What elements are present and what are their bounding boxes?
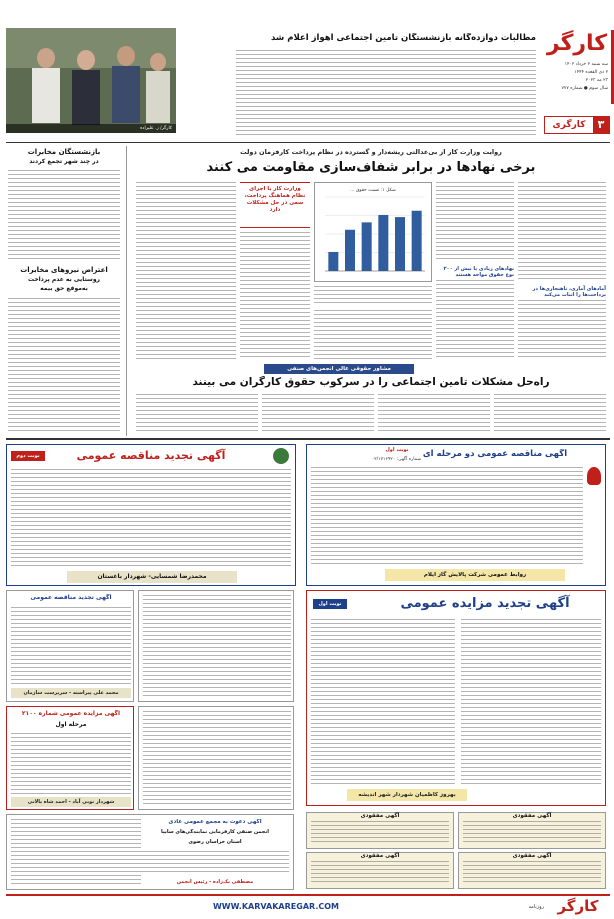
brief-2-headline: اعتراض نیروهای مخابرات bbox=[20, 266, 108, 274]
ad-auction-2100-round: مرحله اول bbox=[55, 721, 87, 728]
ad-water-tender-footer: محمد علی پیراسته - سرپرست سازمان bbox=[11, 688, 131, 698]
lead-chart-box bbox=[314, 182, 432, 282]
second-story-headline: راه‌حل مشکلات تامین اجتماعی را در سرکوب حقوق کارگران می بینند bbox=[192, 376, 550, 388]
page-number: ۳ bbox=[593, 117, 609, 133]
ad-auction-title: آگهی تجدید مزایده عمومی bbox=[400, 596, 570, 611]
ad-two-stage-logo-icon bbox=[587, 467, 601, 485]
footer-site[interactable]: WWW.KARVAKAREGAR.COM bbox=[212, 902, 339, 911]
lead-col-4 bbox=[136, 182, 236, 360]
lost-doc-4-title: آگهی مفقودی bbox=[360, 853, 400, 859]
lead-pull-quote bbox=[240, 182, 310, 228]
ad-renewal-tender-emblem-icon bbox=[273, 448, 289, 464]
lead-headline: برخی نهادها در برابر شفاف‌سازی مقاومت می کنند bbox=[206, 160, 536, 175]
brief-2-subhead: روستایی به عدم پرداخت bbox=[27, 276, 101, 283]
lead-col-2 bbox=[436, 182, 514, 262]
footer-bar bbox=[6, 894, 610, 916]
lead-col-5 bbox=[314, 310, 432, 360]
lost-doc-1-body bbox=[463, 821, 601, 843]
ad-auction-body-left bbox=[311, 619, 455, 785]
brief-1-subhead: در چند شهر تجمع کردند bbox=[29, 158, 99, 165]
ad-auction-2100-title: آگهی مزایده عمومی شماره ۲۱۰۰ bbox=[21, 710, 121, 717]
ad-renewal-tender-title: آگهی تجدید مناقصه عمومی bbox=[76, 449, 226, 462]
chart-bar-4 bbox=[378, 215, 388, 271]
ad-two-stage-tender bbox=[306, 444, 606, 586]
second-story-col-1 bbox=[494, 394, 606, 434]
lost-doc-2-body bbox=[311, 821, 449, 843]
top-story-headline: مطالبات دوازده‌گانه بازنشستگان تامین اجتماعی اهواز اعلام شد bbox=[271, 33, 536, 43]
ad-assembly-footer: مصطفی یک‌زاده - رئیس انجمن bbox=[176, 879, 254, 885]
brief-1-headline: بازنشستگان مخابرات bbox=[27, 148, 101, 156]
masthead-issue-column bbox=[544, 30, 610, 140]
chart-bar-2 bbox=[345, 230, 355, 271]
ad-two-stage-highlight: روابط عمومی شرکت پالایش گاز ایلام bbox=[385, 569, 565, 581]
ad-water-tender bbox=[6, 590, 134, 702]
chart-bar-6 bbox=[412, 211, 422, 271]
section-title: کارگری bbox=[552, 120, 586, 130]
issue-line-1: سه شنبه ۲ خرداد ۱۴۰۲ bbox=[564, 62, 608, 67]
ad-small-notices bbox=[138, 706, 294, 810]
chart-bar-1 bbox=[328, 252, 338, 271]
ad-water-tender-body bbox=[11, 607, 131, 685]
ad-two-stage-number: شماره آگهی: ۰۲/۱۷۱۶۹۲۰ bbox=[371, 457, 421, 462]
ad-renewal-tender bbox=[6, 444, 296, 586]
chart-caption-lines bbox=[314, 286, 432, 306]
top-story-body-text bbox=[236, 50, 536, 138]
lead-subhead-1: آمادهای آماری، ناهنجاری‌ها در پرداخت‌ها را اثبات می‌کند bbox=[532, 286, 606, 298]
ad-auction-body-right bbox=[461, 619, 601, 785]
lost-doc-1-title: آگهی مفقودی bbox=[512, 813, 552, 819]
ad-auction-2100-footer: شهردار نوبی آباد - احمد شاه یالانی bbox=[11, 797, 131, 807]
footer-logo: کارگر bbox=[557, 897, 599, 915]
lost-doc-1 bbox=[458, 812, 606, 849]
lead-kicker: روایت وزارت کار از بی‌عدالتی ریشه‌دار و گسترده در نظام پرداخت کارفرمان دولت bbox=[240, 148, 502, 156]
lead-subhead-2: نهادهای زیادی با بیش از ۲۰۰ نوع حقوق مواجه هستند bbox=[443, 266, 514, 278]
footer-slogan: روزنامه bbox=[528, 904, 544, 910]
second-story-col-4 bbox=[136, 394, 258, 434]
pull-quote-text: وزارت کار با اجرای نظام هماهنگ پرداخت، سعی در حل مشکلات دارد bbox=[244, 186, 306, 213]
ad-assembly-body-left bbox=[11, 819, 141, 887]
ad-auction-footer: بهروز کاظمیان شهردار شهر اندیشه bbox=[347, 789, 467, 801]
issue-line-2: ۲ ذی القعده ۱۴۴۴ bbox=[574, 70, 608, 75]
lost-doc-3-title: آگهی مفقودی bbox=[512, 853, 552, 859]
ad-two-stage-title: آگهی مناقصه عمومی دو مرحله ای bbox=[422, 449, 568, 459]
ad-small-notices-body bbox=[143, 711, 291, 807]
ad-renewal-auction bbox=[306, 590, 606, 806]
lost-doc-3 bbox=[458, 852, 606, 889]
left-column-divider bbox=[126, 146, 127, 436]
lead-chart-svg bbox=[315, 183, 431, 281]
ad-auction-2100 bbox=[6, 706, 134, 810]
ad-water-tender-title: آگهی تجدید مناقصه عمومی bbox=[30, 594, 112, 601]
second-story-label: مشاور حقوقی عالی انجمن‌های صنفی bbox=[264, 364, 414, 374]
lead-col-3 bbox=[240, 232, 310, 360]
lead-col-1 bbox=[518, 182, 606, 282]
divider-ads bbox=[6, 438, 610, 440]
ad-two-stage-body bbox=[311, 467, 583, 565]
masthead-logo: کارگر bbox=[546, 31, 608, 56]
lost-docs-column bbox=[306, 812, 606, 890]
ad-renewal-tender-round: نوبت دوم bbox=[11, 451, 45, 461]
ad-assembly-title-3: استان خراسان رضوی bbox=[188, 839, 242, 845]
ad-assembly-notice bbox=[6, 814, 294, 890]
chart-bar-3 bbox=[362, 222, 372, 271]
chart-bar-5 bbox=[395, 217, 405, 271]
lost-doc-2 bbox=[306, 812, 454, 849]
ad-renewal-tender-body bbox=[11, 469, 291, 567]
chart-title: شکل ۱: نسبت حقوق ... bbox=[350, 188, 396, 193]
ad-two-stage-round: نوبت اول bbox=[385, 447, 409, 453]
ad-assembly-title-2: انجمن صنفی کارفرمایی نمایندگی‌های سایپا bbox=[161, 829, 269, 835]
brief-2-body bbox=[8, 298, 120, 434]
brief-1-body bbox=[8, 170, 120, 260]
ad-auction-2100-body bbox=[11, 733, 131, 795]
lost-doc-3-body bbox=[463, 861, 601, 883]
top-story-photo bbox=[6, 28, 176, 133]
second-story-col-3 bbox=[262, 394, 374, 434]
lost-doc-4-body bbox=[311, 861, 449, 883]
divider-top bbox=[6, 142, 610, 143]
lost-doc-2-title: آگهی مفقودی bbox=[360, 813, 400, 819]
ad-middle-notices bbox=[138, 590, 294, 702]
page-section-box bbox=[544, 116, 610, 134]
ad-assembly-title-1: آگهی دعوت به مجمع عمومی عادی bbox=[168, 819, 262, 825]
issue-line-4: سال سوم ● شماره ۷۷۷ bbox=[561, 86, 608, 91]
lead-col-1b bbox=[518, 300, 606, 360]
photo-caption: کارگر/ ز. علیزاده bbox=[6, 124, 176, 133]
photo-retirees bbox=[6, 28, 176, 133]
brief-2-subhead-b: به‌موقع حق بیمه bbox=[40, 285, 88, 292]
ad-auction-round: نوبت اول bbox=[313, 599, 347, 609]
lead-col-2b bbox=[436, 280, 514, 360]
second-story-col-2 bbox=[378, 394, 490, 434]
ad-renewal-tender-footer: محمدرضا شمسایی- شهردار باغستان bbox=[67, 571, 237, 583]
ad-middle-notices-body bbox=[143, 595, 291, 699]
ad-assembly-body-right bbox=[141, 851, 289, 875]
issue-line-3: ۲۳ مه ۲۰۲۳ bbox=[585, 78, 608, 83]
lost-doc-4 bbox=[306, 852, 454, 889]
left-column bbox=[6, 146, 122, 436]
